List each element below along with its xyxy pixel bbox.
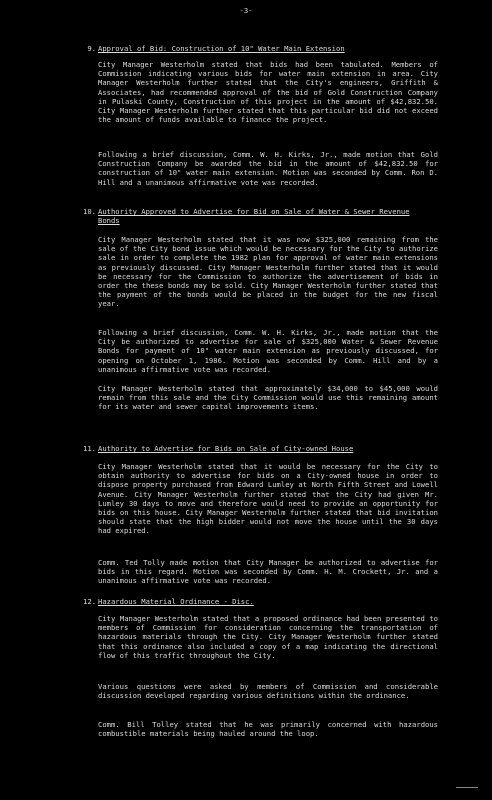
item-number: 10. xyxy=(83,207,96,216)
item-title: Approval of Bid: Construction of 10" Water Main Extension xyxy=(98,44,345,53)
item-12-paragraph-3: Comm. Bill Tolley stated that he was primarily concerned with hazardous combustible materials being hauled around the loop. xyxy=(98,720,438,739)
item-10-paragraph-2: Following a brief discussion, Comm. W. H. Kirks, Jr., made motion that the City be authorized to advertise for sale of $325,000 Water & Sewer Revenue Bonds for payment of 10" water main extension as previously discussed, for opening on October 1, 1986. Motion was seconded by Comm. Hill and by a unanimous affirmative vote was recorded. xyxy=(98,328,438,374)
item-title: Authority Approved to Advertise for Bid on Sale of Water & Sewer Revenue Bonds xyxy=(98,207,410,226)
item-number: 12. xyxy=(83,597,96,606)
item-12-paragraph-2: Various questions were asked by members of Commission and considerable discussion developed regarding various definitions within the ordinance. xyxy=(98,682,438,701)
item-number: 9. xyxy=(87,44,96,53)
item-title: Hazardous Material Ordinance - Disc. xyxy=(98,597,254,606)
item-11-paragraph-2: Comm. Ted Tolly made motion that City Manager be authorized to advertise for bids in this regard. Motion was seconded by Comm. H. M. Crockett, Jr. and a unanimous affirmative vote was recorded. xyxy=(98,558,438,586)
item-12-paragraph-1: City Manager Westerholm stated that a proposed ordinance had been presented to members of Commission for consideration concerning the transportation of hazardous materials through the City. City Manager Westerholm further stated that this ordinance also included a copy of a map indicating the directional flow of this traffic throughout the City. xyxy=(98,614,438,660)
page-corner-mark xyxy=(456,787,478,796)
item-10-paragraph-1: City Manager Westerholm stated that it was now $325,000 remaining from the sale of the City bond issue which would be necessary for the City to authorize sale in order to complete the 1982 plan for approval of water main extensions as previously discussed. City Manager Westerholm further stated that it would be necessary for the Commission to authorize the advertisement of bids in order the these bonds may be sold. City Manager Westerholm further stated that the payment of the bonds would be placed in the budget for the new fiscal year. xyxy=(98,235,438,309)
item-10-paragraph-3: City Manager Westerholm stated that approximately $34,000 to $45,000 would remain from this sale and the City Commission would use this remaining amount for its water and sewer capital improvements items. xyxy=(98,384,438,412)
item-title: Authority to Advertise for Bids on Sale of City-owned House xyxy=(98,444,354,453)
page-number: -3- xyxy=(239,6,253,15)
item-9-paragraph-1: City Manager Westerholm stated that bids had been tabulated. Members of Commission indicating various bids for water main extension in area. City Manager Westerholm further stated that the City's engineers, Griffith & Associates, had recommended approval of the bid of Gold Construction Company in Pulaski County, Construction of this project in the amount of $42,832.50. City Manager Westerholm further stated that this particular bid did not exceed the amount of funds available to finance the project. xyxy=(98,60,438,125)
item-11-paragraph-1: City Manager Westerholm stated that it would be necessary for the City to obtain authority to advertise for bids on a City-owned house in order to dispose property purchased from Edward Lumley at North Fifth Street and Lowell Avenue. City Manager Westerholm further stated that the City had given Mr. Lumley 30 days to move and therefore would need to provide an opportunity for bids on this house. City Manager Westerholm further stated that bid invitation should state that the high bidder would not move the house until the 30 days had expired. xyxy=(98,462,438,536)
item-9-paragraph-2: Following a brief discussion, Comm. W. H. Kirks, Jr., made motion that Gold Construction Company be awarded the bid in the amount of $42,832.50 for construction of 10" water main extension. Motion was seconded by Comm. Ron D. Hill and a unanimous affirmative vote was recorded. xyxy=(98,150,438,187)
item-number: 11. xyxy=(83,444,96,453)
